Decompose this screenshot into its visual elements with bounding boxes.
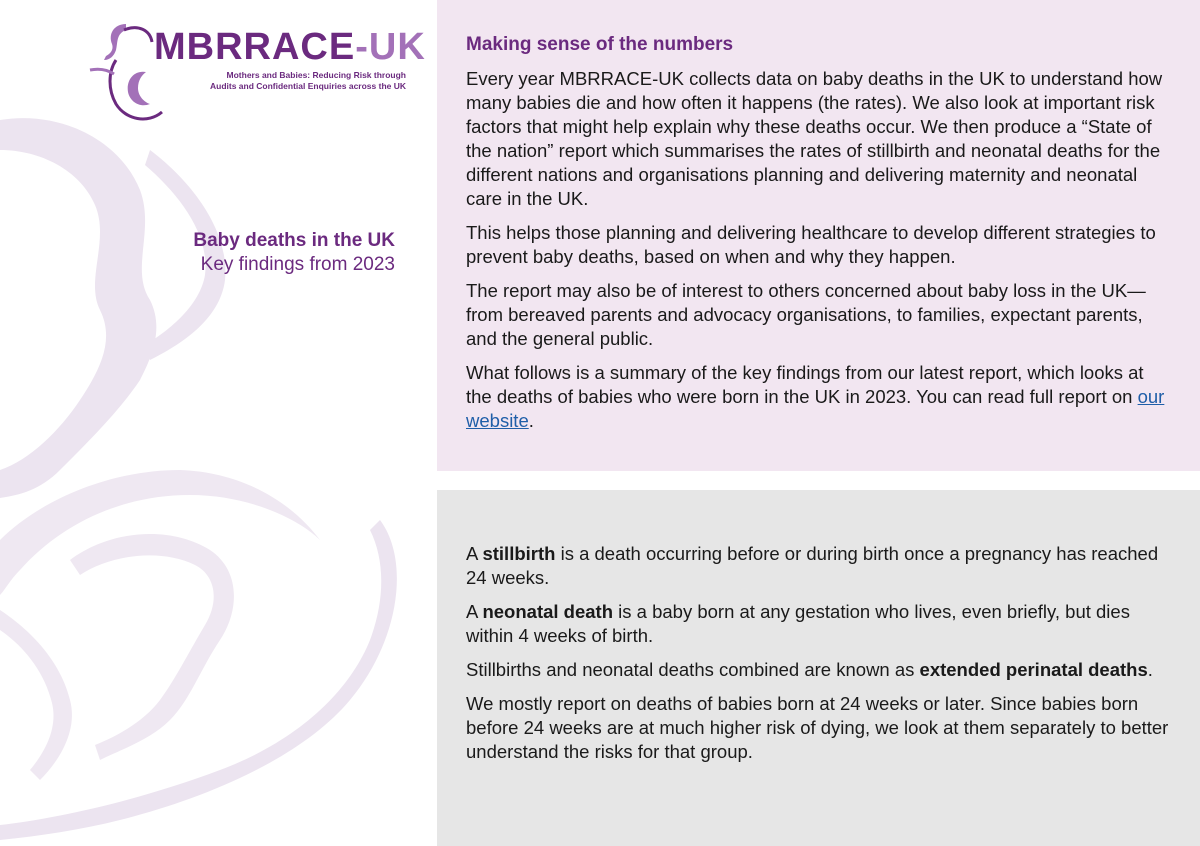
background-silhouette-illustration	[0, 0, 437, 846]
logo-tagline-line2: Audits and Confidential Enquiries across the UK	[210, 81, 406, 92]
our-website-link[interactable]: our website	[466, 386, 1165, 432]
logo-tagline	[196, 70, 406, 92]
logo-wordmark	[154, 28, 426, 66]
intro-paragraph-1: Every year MBRRACE-UK collects data on baby deaths in the UK to understand how many babies die and how often it happens (the rates). We also look at important risk factors that might help explain why these deaths occur. We then produce a “State of the nation” report which summarises the rates of stillbirth and neonatal deaths for the different nations and organisations planning and delivering maternity and neonatal care in the UK.	[466, 67, 1163, 210]
stillbirth-prefix: A	[466, 543, 483, 564]
intro-paragraph-2: This helps those planning and delivering healthcare to develop different strategies to prevent baby deaths, based on when and why they happen.	[466, 222, 1156, 268]
neonatal-death-term: neonatal death	[482, 601, 614, 623]
mbrrace-uk-logo[interactable]	[86, 20, 426, 126]
intro-panel	[437, 0, 1200, 471]
extended-end: .	[1147, 659, 1153, 681]
stillbirth-description: is a death occurring before or during birth once a pregnancy has reached 24 weeks.	[466, 543, 1159, 589]
neonatal-death-definition	[466, 600, 1170, 648]
intro-paragraph-4	[466, 361, 1170, 433]
extended-prefix: Stillbirths and neonatal deaths combined are known as	[466, 659, 920, 681]
logo-word-mbrrace: MBRRACE	[154, 26, 356, 68]
document-subtitle: Key findings from 2023	[200, 253, 395, 275]
extended-perinatal-definition	[466, 658, 1170, 682]
intro-paragraph-3: The report may also be of interest to others concerned about baby loss in the UK—from bereaved parents and advocacy organisations, to families, expectant parents, and the general public.	[466, 280, 1146, 350]
document-title: Baby deaths in the UK	[193, 230, 395, 251]
intro-paragraph-4-end: .	[528, 410, 534, 432]
neonatal-prefix: A	[466, 601, 483, 623]
definitions-panel	[437, 490, 1200, 846]
logo-word-uk: -UK	[355, 26, 426, 68]
logo-tagline-line1: Mothers and Babies: Reducing Risk through	[226, 70, 406, 80]
intro-heading: Making sense of the numbers	[466, 34, 734, 55]
neonatal-description: is a baby born at any gestation who lives, even briefly, but dies within 4 weeks of birth.	[466, 601, 1130, 647]
reporting-scope-note: We mostly report on deaths of babies born at 24 weeks or later. Since babies born before 24 weeks are at much higher risk of dying, we look at them separately to better understand the risks for that group.	[466, 693, 1169, 763]
extended-perinatal-term: extended perinatal deaths	[919, 659, 1148, 681]
document-title-block	[193, 229, 395, 276]
intro-paragraph-4-text: What follows is a summary of the key findings from our latest report, which looks at the deaths of babies who were born in the UK in 2023. You can read full report on	[466, 362, 1144, 408]
stillbirth-term: stillbirth	[482, 543, 556, 564]
stillbirth-definition	[466, 542, 1170, 590]
